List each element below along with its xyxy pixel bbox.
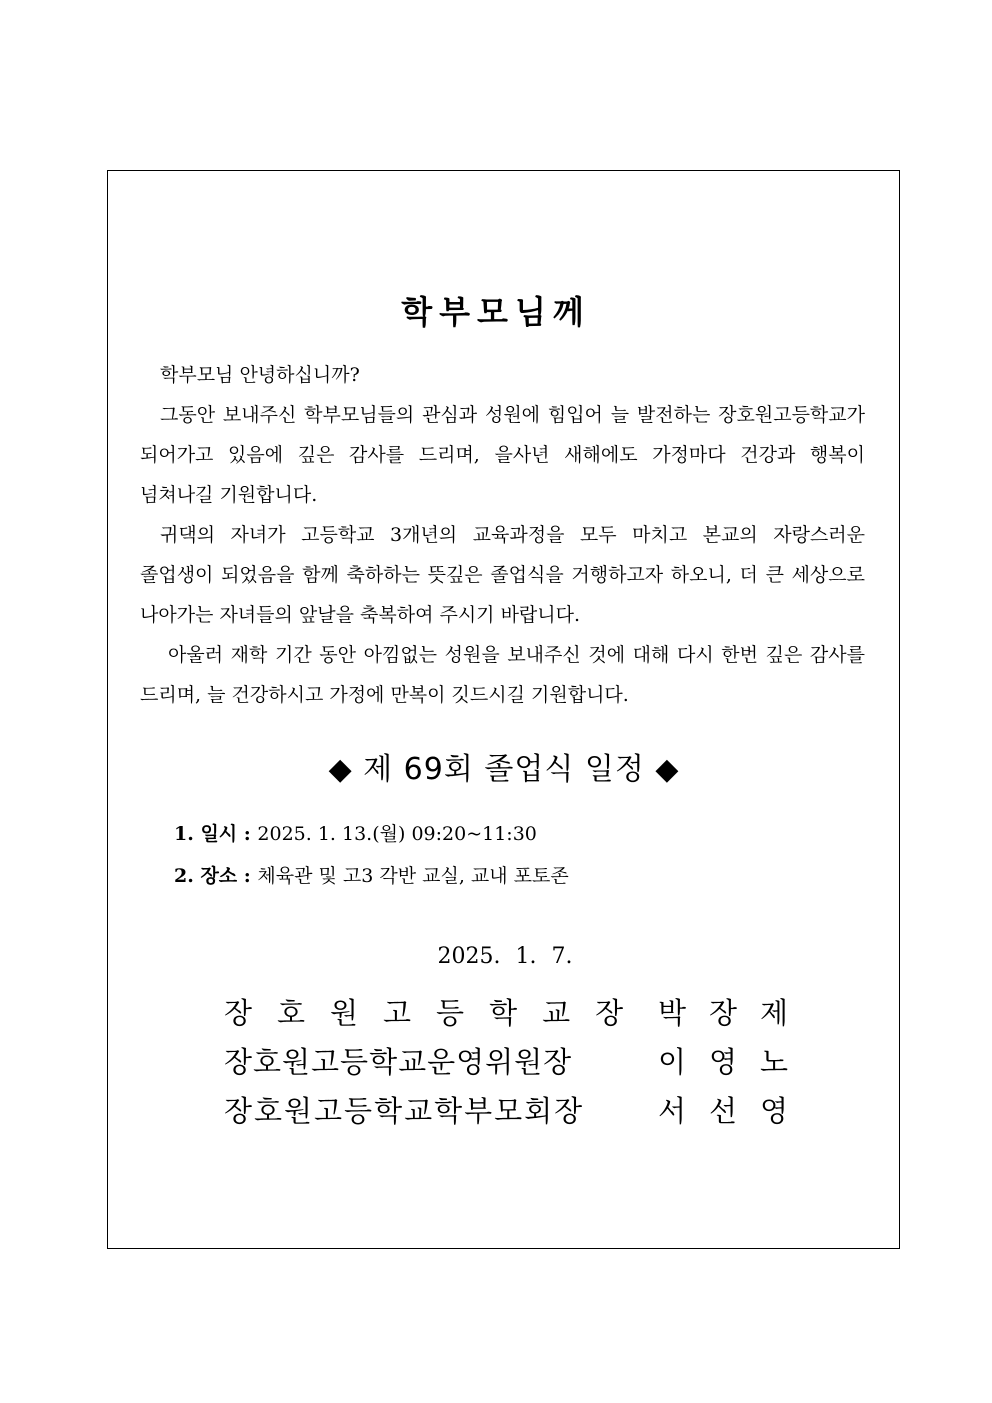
paragraph-graduation: 귀댁의 자녀가 고등학교 3개년의 교육과정을 모두 마치고 본교의 자랑스러운 졸업생이 되었음을 함께 축하하는 뜻깊은 졸업식을 거행하고자 하오니, 더 큰 세상으로 나아가는 자녀들의 앞날을 축복하여 주시기 바랍니다. (140, 524, 865, 626)
schedule-item-datetime (174, 820, 537, 848)
schedule-title: ◆ 제 69회 졸업식 일정 ◆ (328, 752, 680, 787)
letter-title: 학부모님께 (401, 293, 591, 331)
schedule-item-location (174, 862, 569, 890)
signature-name: 박장제 (658, 996, 812, 1030)
schedule-label: 2. 장소 : (174, 865, 258, 887)
signature-org: 장호원고등학교운영위원장 (224, 1045, 573, 1079)
signature-org: 장호원고등학교학부모회장 (224, 1094, 585, 1128)
schedule-label: 1. 일시 : (174, 823, 258, 845)
letter-date: 2025. 1. 7. (437, 944, 573, 969)
paragraph-closing: 아울러 재학 기간 동안 아낌없는 성원을 보내주신 것에 대해 다시 한번 깊은 감사를 드리며, 늘 건강하시고 가정에 만복이 깃드시길 기원합니다. (140, 644, 865, 706)
signature-name: 서선영 (658, 1094, 812, 1128)
greeting: 학부모님 안녕하십니까? (160, 364, 360, 386)
schedule-value: 체육관 및 고3 각반 교실, 교내 포토존 (257, 865, 569, 887)
signature-name: 이영노 (658, 1045, 812, 1079)
signature-org: 장호원고등학교장 (224, 996, 649, 1030)
paragraph-thanks: 그동안 보내주신 학부모님들의 관심과 성원에 힘입어 늘 발전하는 장호원고등학교가 되어가고 있음에 깊은 감사를 드리며, 을사년 새해에도 가정마다 건강과 행복이 넘쳐나길 기원합니다. (140, 404, 865, 506)
schedule-value: 2025. 1. 13.(월) 09:20~11:30 (257, 823, 537, 845)
